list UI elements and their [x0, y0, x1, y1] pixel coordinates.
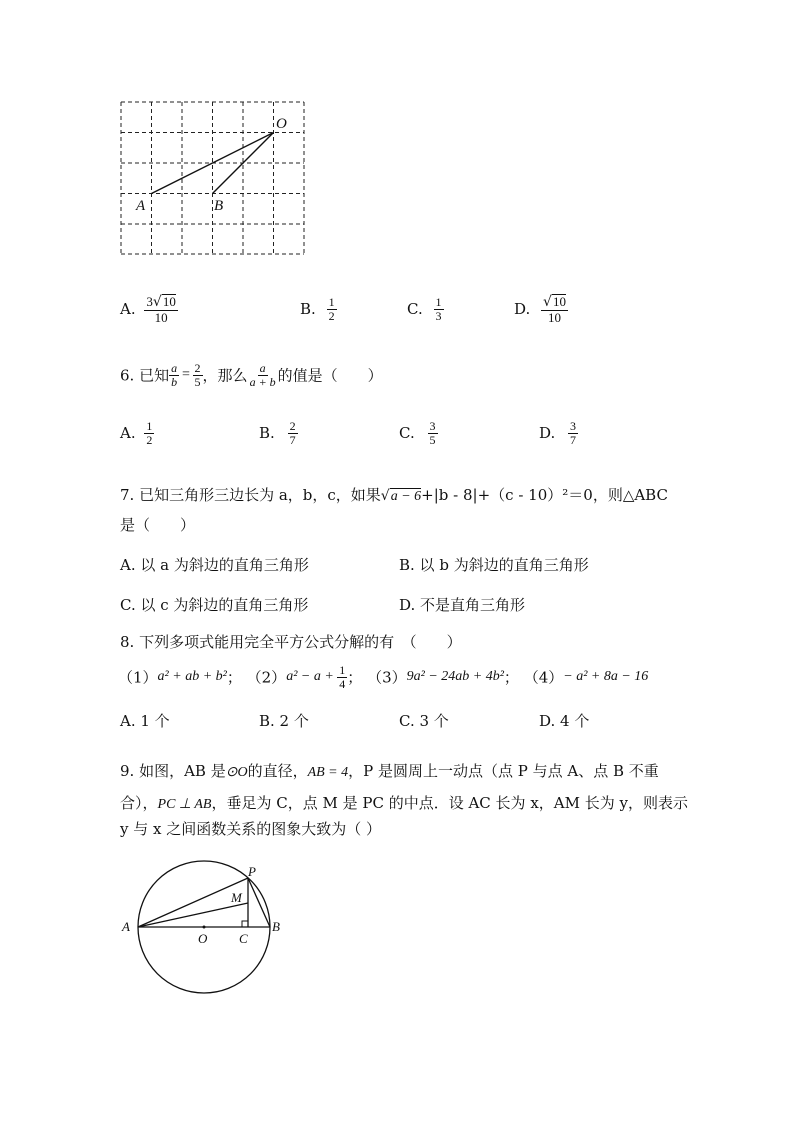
center-point-o [203, 926, 206, 929]
q9-stem-line2: 合），PC ⊥ AB，垂足为 C，点 M 是 PC 的中点．设 AC 长为 x，AM 长为 y，则表示 [120, 794, 688, 812]
q7-option-d: D. 不是直角三角形 [399, 596, 526, 614]
q7-stem-line1: 7. 已知三角形三边长为 a，b，c，如果√a − 6+|b - 8|+（c - 10）²＝0，则△ABC [120, 486, 668, 504]
q5-option-b: B. $\frac{1}{2}$ [300, 295, 335, 323]
q5-option-a: A. $\frac{3√10}{10}$ [120, 294, 176, 325]
q8-stem: 8. 下列多项式能用完全平方公式分解的有 （ ） [120, 633, 462, 651]
q6-option-b: B. $\frac{2}{7}$ [259, 419, 296, 447]
q8-option-c: C. 3 个 [399, 712, 449, 730]
label-o: O [276, 116, 287, 132]
q8-option-b: B. 2 个 [259, 712, 309, 730]
q8-option-a: A. 1 个 [120, 712, 170, 730]
label-a: A [122, 919, 130, 934]
q9-stem-line3: y 与 x 之间函数关系的图象大致为（ ） [120, 820, 382, 838]
q9-stem-line1: 9. 如图，AB 是⊙O的直径，AB = 4，P 是圆周上一动点（点 P 与点 A、点 B 不重 [120, 762, 659, 780]
label-b: B [214, 198, 224, 214]
q7-option-b: B. 以 b 为斜边的直角三角形 [399, 556, 589, 574]
label-o: O [198, 931, 208, 946]
label-a: A [136, 198, 146, 214]
q5-option-c: C. $\frac{1}{3}$ [407, 295, 442, 323]
segment-am [138, 903, 248, 927]
circle-figure [118, 858, 298, 998]
q6-option-c: C. $\frac{3}{5}$ [399, 419, 436, 447]
segment-pb [248, 878, 270, 927]
q6-option-d: D. $\frac{3}{7}$ [539, 419, 577, 447]
label-c: C [239, 931, 248, 946]
q8-option-d: D. 4 个 [539, 712, 590, 730]
label-m: M [231, 890, 242, 905]
label-b: B [272, 919, 280, 934]
q6-option-a: A. $\frac{1}{2}$ [120, 419, 153, 447]
right-angle-mark [242, 921, 248, 927]
label-p: P [248, 864, 256, 879]
q5-option-d: D. $\frac{√10}{10}$ [514, 294, 566, 325]
q7-option-a: A. 以 a 为斜边的直角三角形 [120, 556, 309, 574]
q6-stem: 6. 已知 $\frac{a}{b}$ = $\frac{2}{5}$ ，那么 $\frac{a}{a + b}$ 的值是（ ） [120, 361, 383, 389]
q7-stem-line2: 是（ ） [120, 516, 196, 534]
grid-figure [112, 96, 312, 258]
q8-items: （1）a² + ab + b²； （2）a² − a + $\frac{1}{4}$ ； （3）9a² − 24ab + 4b²； （4）− a² + 8a − 16 [118, 663, 649, 691]
q7-option-c: C. 以 c 为斜边的直角三角形 [120, 596, 309, 614]
